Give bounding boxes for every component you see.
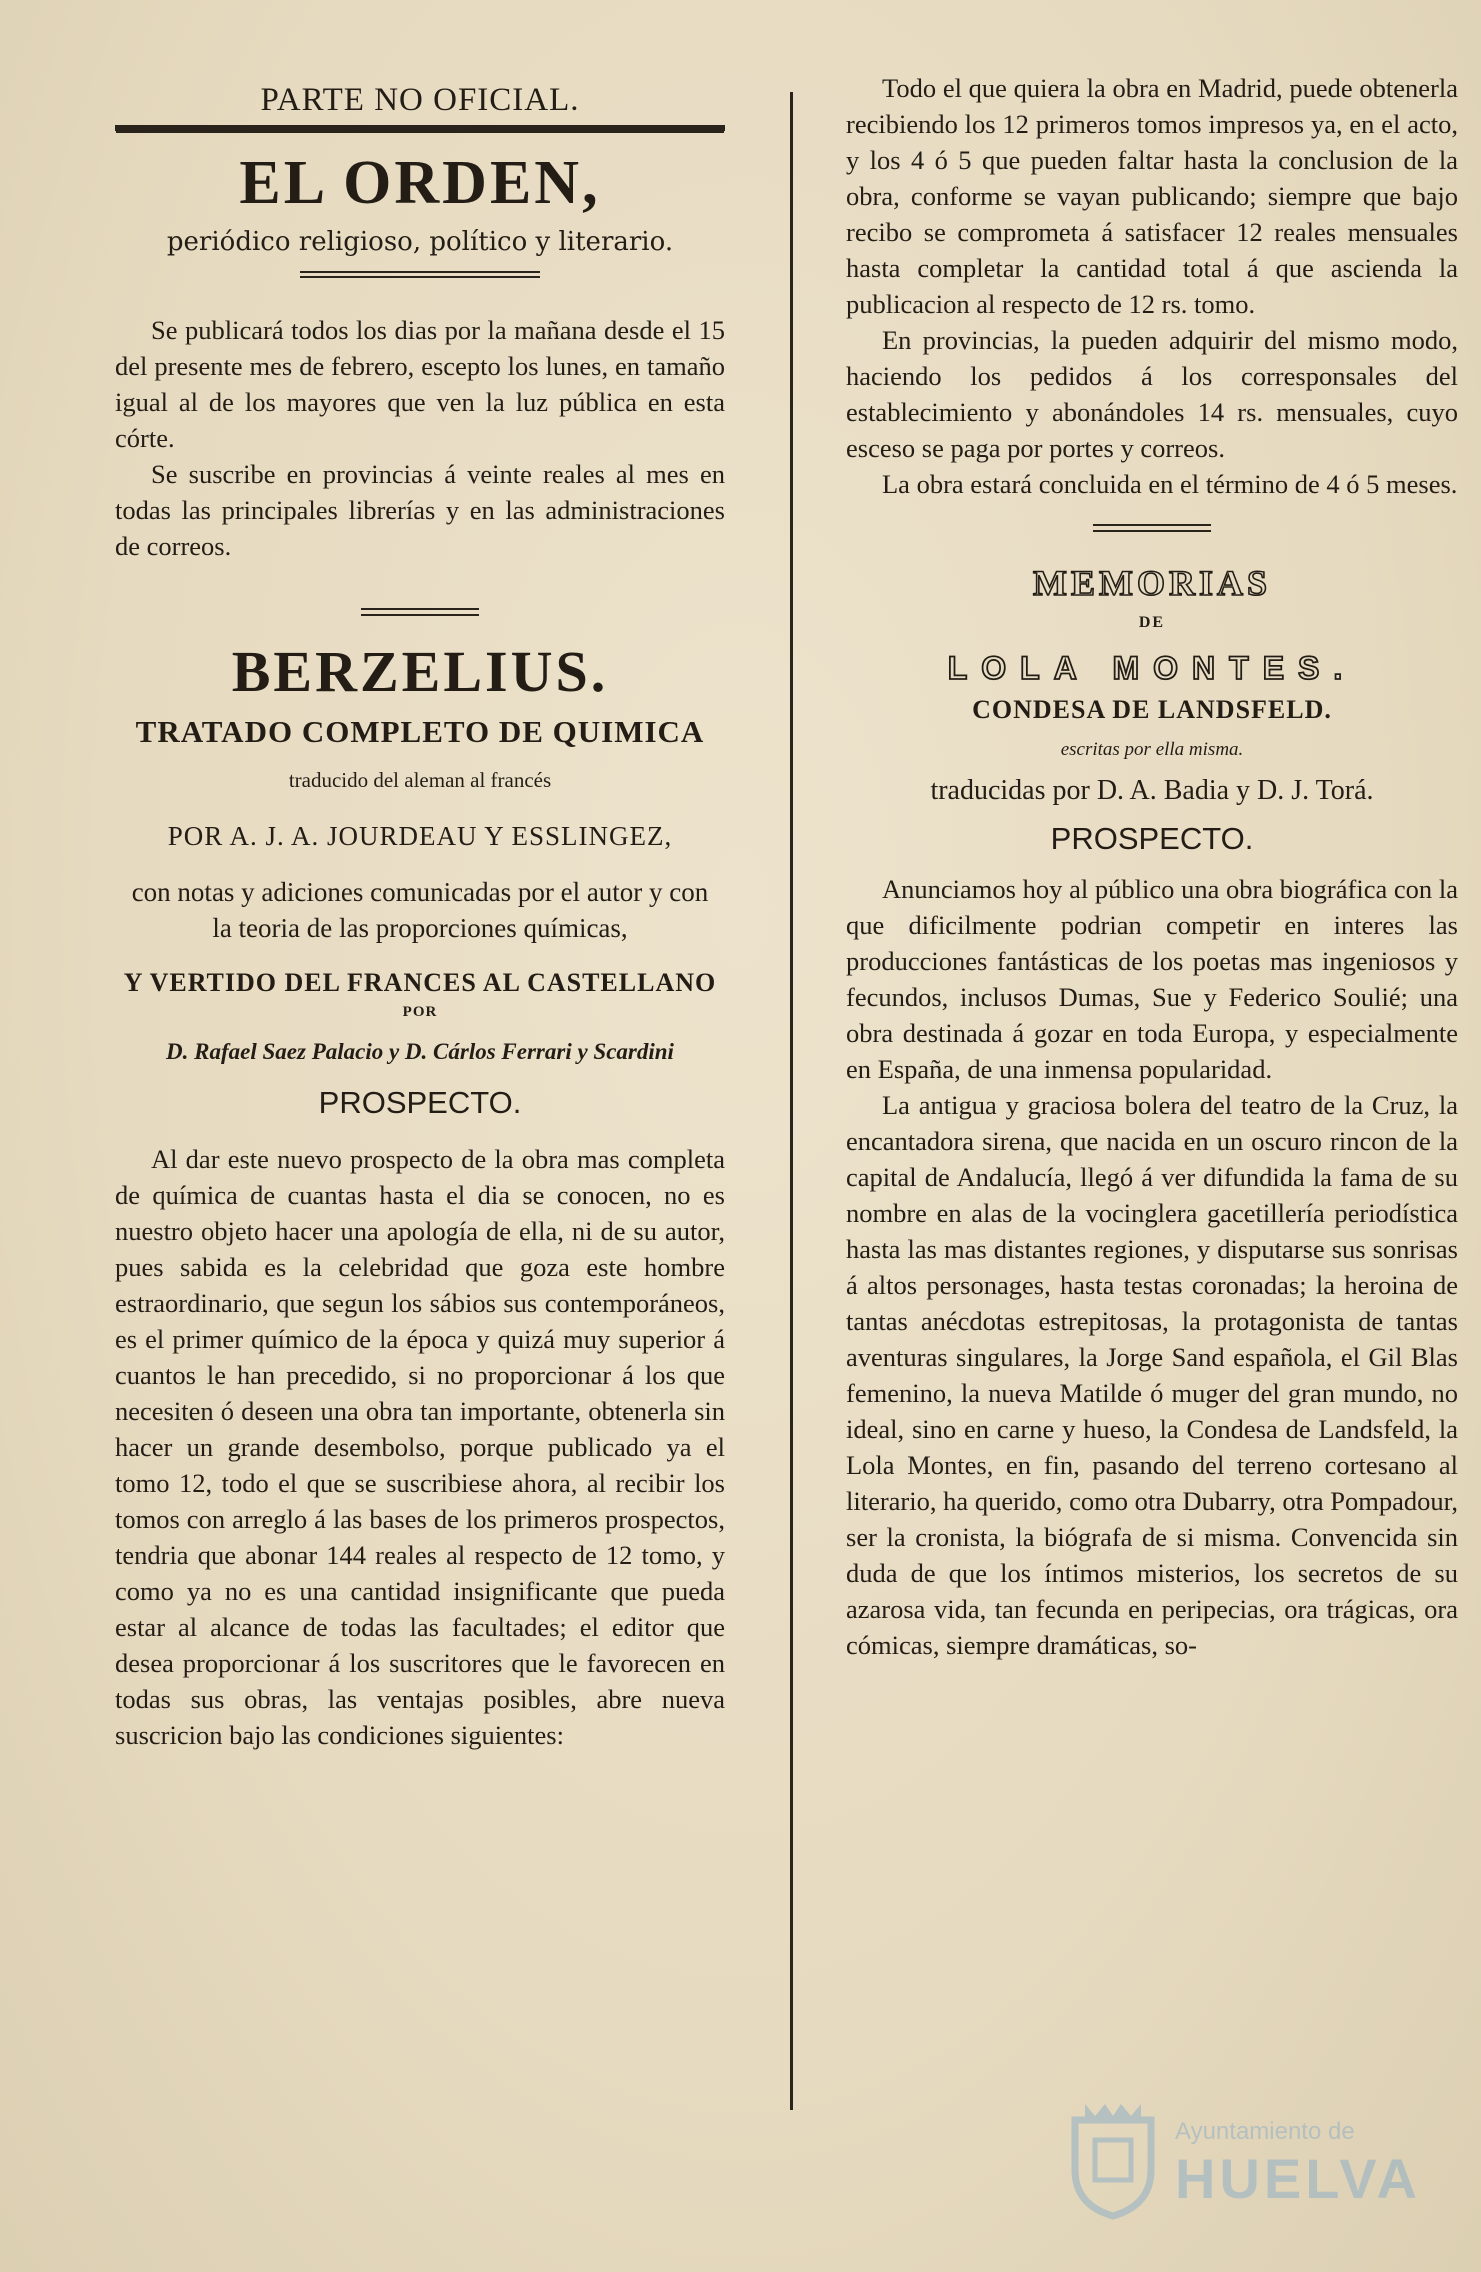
column-divider <box>790 92 793 2110</box>
berzelius-notes: con notas y adiciones comunicadas por el autor y con la teoria de las proporciones químicas, <box>131 876 709 943</box>
memorias-paragraph-2: La antigua y graciosa bolera del teatro de la Cruz, la encantadora sirena, que nacida en un oscuro rincon de la capital de Andalucía, llegó á ver difundida la fama de su nombre en alas de la vocinglera gacetillería periodística hasta las mas distantes regiones, y disputarse sus sonrisas á altos personages, hasta testas coronadas; la heroina de tantas anécdotas estrepitosas, la protagonista de tantas aventuras singulares, la Jorge Sand española, el Gil Blas femenino, la nueva Matilde ó muger del gran mundo, no ideal, sino en carne y hueso, la Condesa de Landsfeld, la Lola Montes, en fin, pasando del terreno cortesano al literario, ha querido, como otra Dubarry, otra Pompadour, ser la cronista, la biógrafa de si misma. Convencida sin duda de que los íntimos misterios, los secretos de su azarosa vida, tan fecunda en peripecias, ora trágicas, ora cómicas, siempre dramáticas, so- <box>846 1090 1458 1660</box>
berzelius-paragraph-1: Al dar este nuevo prospecto de la obra mas completa de química de cuantas hasta el dia se conocen, no es nuestro objeto hacer una apología de ella, ni de su autor, pues sabida es la celebridad que goza este hombre estraordinario, que segun los sábios sus contemporáneos, es el primer químico de la época y quizá muy superior á cuantos le han precedido, si no proporcionar á los que necesiten ó deseen una obra tan importante, obtenerla sin hacer un grande desembolso, porque publicado ya el tomo 12, todo el que se suscribiese ahora, al recibir los tomos con arreglo á las bases de los primeros prospectos, tendria que abonar 144 reales al respecto de 12 tomo, y como ya no es una cantidad insignificante que pueda estar al alcance de todas las facultades; el editor que desea proporcionar á los suscritores que le favorecen en todas sus obras, las ventajas posibles, abre nueva suscricion bajo las condiciones siguientes: <box>115 1143 725 1750</box>
right-paragraph-2: En provincias, la pueden adquirir del mismo modo, haciendo los pedidos á los corresponsales del establecimiento y abonándoles 14 rs. mensuales, cuyo esceso se paga por portes y correos. <box>846 325 1458 463</box>
coat-of-arms-icon <box>1065 2100 1161 2220</box>
berzelius-subtitle: TRATADO COMPLETO DE QUIMICA <box>135 713 705 749</box>
berzelius-prospecto: PROSPECTO. <box>318 1084 522 1120</box>
right-column <box>846 70 1458 1663</box>
lola-montes-title: LOLA MONTES. <box>947 650 1357 686</box>
orden-rule <box>300 271 540 278</box>
berzelius-translated: traducido del aleman al francés <box>288 767 552 792</box>
section-header: PARTE NO OFICIAL. <box>260 82 580 118</box>
memorias-title: MEMORIAS <box>1033 563 1271 603</box>
el-orden-subtitle: periódico religioso, político y literario. <box>166 227 674 258</box>
el-orden-title: EL ORDEN, <box>239 149 601 217</box>
watermark-line-1: Ayuntamiento de <box>1175 2118 1355 2145</box>
header-rule <box>115 125 725 131</box>
berzelius-rule <box>361 608 479 616</box>
berzelius-authors: POR A. J. A. JOURDEAU Y ESSLINGEZ, <box>167 820 673 851</box>
traducidas-line: traducidas por D. A. Badia y D. J. Torá. <box>930 775 1374 806</box>
memorias-paragraph-1: Anunciamos hoy al público una obra biográfica con la que dificilmente podrian competir en interes las producciones fantásticas de los poetas mas ingeniosos y fecundos, inclusos Dumas, Sue y Federico Soulié; una obra destinada á gozar en toda Europa, y especialmente en España, de una inmensa popularidad. <box>846 874 1458 1084</box>
berzelius-title: BERZELIUS. <box>231 639 609 705</box>
escritas-line: escritas por ella misma. <box>1060 739 1244 760</box>
watermark-line-2: HUELVA <box>1175 2147 1421 2210</box>
memorias-rule <box>1093 524 1211 532</box>
berzelius-por: POR <box>402 1003 438 1020</box>
berzelius-translators: D. Rafael Saez Palacio y D. Cárlos Ferrari y Scardini <box>166 1038 674 1064</box>
memorias-prospecto: PROSPECTO. <box>1050 821 1254 856</box>
condesa-subtitle: CONDESA DE LANDSFELD. <box>972 695 1332 724</box>
left-column <box>115 70 725 1753</box>
memorias-de: DE <box>1138 614 1166 631</box>
huelva-watermark <box>1065 2100 1421 2250</box>
orden-paragraph-1: Se publicará todos los dias por la mañana desde el 15 del presente mes de febrero, escepto los lunes, en tamaño igual al de los mayores que ven la luz pública en esta córte. <box>115 315 725 454</box>
orden-paragraph-2: Se suscribe en provincias á veinte reales al mes en todas las principales librerías y en las administraciones de correos. <box>115 459 725 562</box>
berzelius-vertido: Y VERTIDO DEL FRANCES AL CASTELLANO <box>123 967 717 997</box>
right-paragraph-3: La obra estará concluida en el término de 4 ó 5 meses. <box>882 469 1458 499</box>
right-paragraph-1: Todo el que quiera la obra en Madrid, puede obtenerla recibiendo los 12 primeros tomos impresos ya, en el acto, y los 4 ó 5 que pueden faltar hasta la conclusion de la obra, conforme se vayan publicando; siempre que bajo recibo se comprometa á satisfacer 12 reales mensuales hasta completar la cantidad total á que ascienda la publicacion al respecto de 12 rs. tomo. <box>846 73 1458 319</box>
